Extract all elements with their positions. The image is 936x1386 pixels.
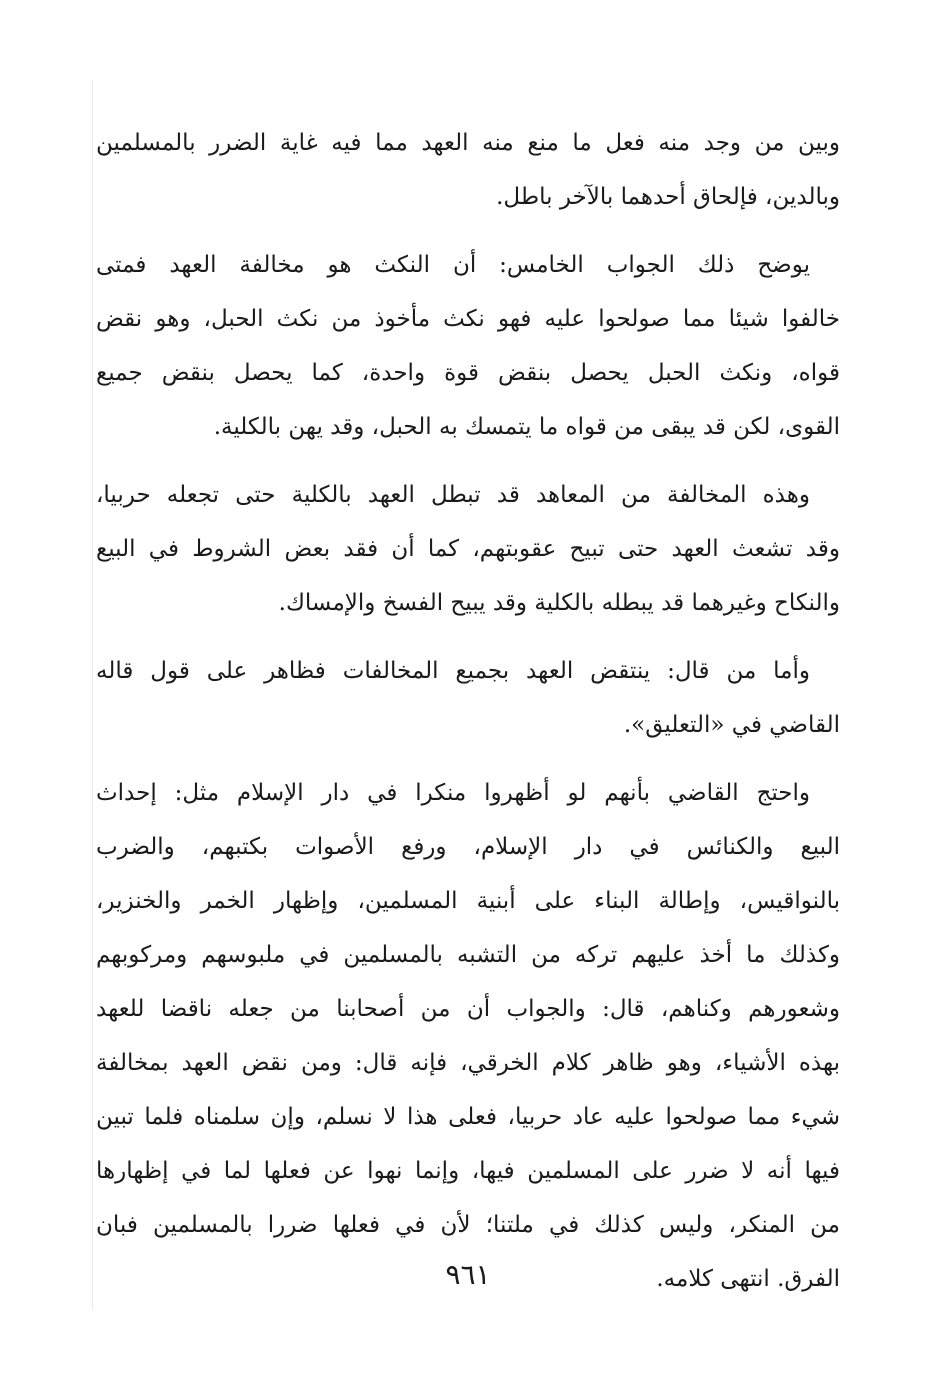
text-line: فيها أنه لا ضرر على المسلمين فيها، وإنما نهوا عن فعلها لما في إظهارها [96, 1158, 840, 1184]
text-line: الفرق. انتهى كلامه. [656, 1266, 840, 1292]
text-line: واحتج القاضي بأنهم لو أظهروا منكرا في دار الإسلام مثل: إحداث [96, 780, 810, 806]
text-line: والنكاح وغيرهما قد يبطله بالكلية وقد يبيح الفسخ والإمساك. [278, 590, 840, 616]
paragraph-1 [96, 116, 840, 224]
text-line: وكذلك ما أخذ عليهم تركه من التشبه بالمسلمين في ملبوسهم ومركوبهم [96, 942, 840, 968]
text-line: يوضح ذلك الجواب الخامس: أن النكث هو مخالفة العهد فمتى [96, 252, 810, 278]
paragraph-3 [96, 468, 840, 630]
text-line: وبالدين، فإلحاق أحدهما بالآخر باطل. [496, 184, 840, 210]
text-line: من المنكر، وليس كذلك في ملتنا؛ لأن في فعلها ضررا بالمسلمين فبان [96, 1212, 840, 1238]
text-line: بالنواقيس، وإطالة البناء على أبنية المسلمين، وإظهار الخمر والخنزير، [96, 888, 840, 914]
text-line: القوى، لكن قد يبقى من قواه ما يتمسك به الحبل، وقد يهن بالكلية. [213, 414, 840, 440]
text-line: وقد تشعث العهد حتى تبيح عقوبتهم، كما أن فقد بعض الشروط في البيع [96, 536, 840, 562]
text-line: قواه، ونكث الحبل يحصل بنقض قوة واحدة، كما يحصل بنقض جميع [96, 360, 840, 386]
text-line: وهذه المخالفة من المعاهد قد تبطل العهد بالكلية حتى تجعله حربيا، [96, 482, 810, 508]
paragraph-5 [96, 766, 840, 1306]
text-line: خالفوا شيئا مما صولحوا عليه فهو نكث مأخوذ من نكث الحبل، وهو نقض [96, 306, 840, 332]
text-line: وشعورهم وكناهم، قال: والجواب أن من أصحابنا من جعله ناقضا للعهد [96, 996, 840, 1022]
paragraph-4 [96, 644, 840, 752]
paragraph-2 [96, 238, 840, 454]
text-line: القاضي في «التعليق». [623, 712, 840, 738]
text-line: وأما من قال: ينتقض العهد بجميع المخالفات فظاهر على قول قاله [96, 658, 810, 684]
text-line: البيع والكنائس في دار الإسلام، ورفع الأصوات بكتبهم، والضرب [96, 834, 840, 860]
scan-margin-line [92, 80, 93, 1310]
text-line: بهذه الأشياء، وهو ظاهر كلام الخرقي، فإنه قال: ومن نقض العهد بمخالفة [96, 1050, 840, 1076]
text-line: وبين من وجد منه فعل ما منع منه العهد مما فيه غاية الضرر بالمسلمين [96, 130, 840, 156]
body-text [96, 116, 840, 1320]
text-line: شيء مما صولحوا عليه عاد حربيا، فعلى هذا لا نسلم، وإن سلمناه فلما تبين [96, 1104, 840, 1130]
page-number: ٩٦١ [445, 1258, 491, 1291]
